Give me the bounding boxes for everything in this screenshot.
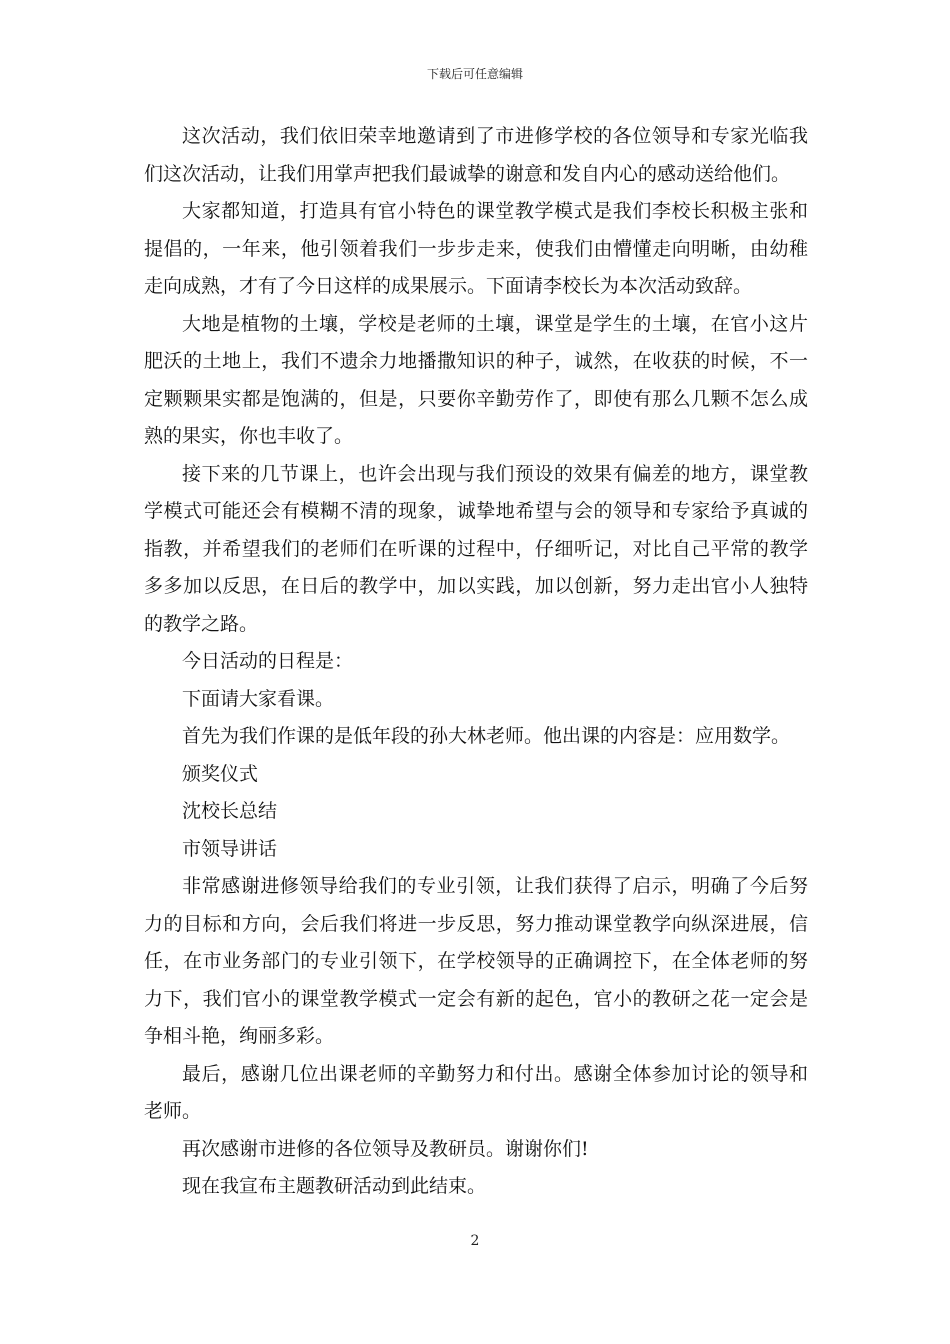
paragraph-watch-class: 下面请大家看课。 [182, 687, 335, 710]
paragraph-thanks-teachers: 最后，感谢几位出课老师的辛勤努力和付出。感谢全体参加讨论的领导和老师。 [144, 1062, 808, 1122]
paragraph-teaching-model: 大家都知道，打造具有官小特色的课堂教学模式是我们李校长积极主张和提倡的，一年来，他引领着我们一步步走来，使我们由懵懂走向明晰，由幼稚走向成熟，才有了今日这样的成果展示。下面请李校长为本次活动致辞。 [144, 200, 808, 297]
page-header-note: 下载后可任意编辑 [426, 67, 523, 81]
paragraph-request-guidance: 接下来的几节课上，也许会出现与我们预设的效果有偏差的地方，课堂教学模式可能还会有模糊不清的现象，诚挚地希望与会的领导和专家给予真诚的指教，并希望我们的老师们在听课的过程中，仔细听记，对比自己平常的教学多多加以反思，在日后的教学中，加以实践，加以创新，努力走出官小人独特的教学之路。 [144, 462, 808, 635]
paragraph-soil-metaphor: 大地是植物的土壤，学校是老师的土壤，课堂是学生的土壤，在官小这片肥沃的土地上，我们不遗余力地播撒知识的种子，诚然，在收获的时候，不一定颗颗果实都是饱满的，但是，只要你辛勤劳作了，即使有那么几颗不怎么成熟的果实，你也丰收了。 [144, 312, 808, 447]
paragraph-closing: 现在我宣布主题教研活动到此结束。 [182, 1175, 487, 1197]
paragraph-thanks-again: 再次感谢市进修的各位领导及教研员。谢谢你们! [182, 1137, 589, 1160]
paragraph-first-class: 首先为我们作课的是低年段的孙大林老师。他出课的内容是：应用数学。 [182, 725, 791, 747]
paragraph-invited-guests: 这次活动，我们依旧荣幸地邀请到了市进修学校的各位领导和专家光临我们这次活动，让我们用掌声把我们最诚挚的谢意和发自内心的感动送给他们。 [144, 125, 808, 185]
page-number: 2 [470, 1233, 480, 1249]
paragraph-schedule-intro: 今日活动的日程是： [182, 650, 354, 672]
paragraph-award-ceremony: 颁奖仪式 [182, 762, 259, 785]
paragraph-thanks-guidance: 非常感谢进修领导给我们的专业引领，让我们获得了启示，明确了今后努力的目标和方向，会后我们将进一步反思，努力推动课堂教学向纵深进展，信任，在市业务部门的专业引领下，在学校领导的正确调控下，在全体老师的努力下，我们官小的课堂教学模式一定会有新的起色，官小的教研之花一定会是争相斗艳，绚丽多彩。 [144, 875, 808, 1047]
paragraph-principal-summary: 沈校长总结 [182, 800, 278, 822]
paragraph-city-leader-speech: 市领导讲话 [182, 837, 278, 860]
document-body [144, 118, 808, 1206]
